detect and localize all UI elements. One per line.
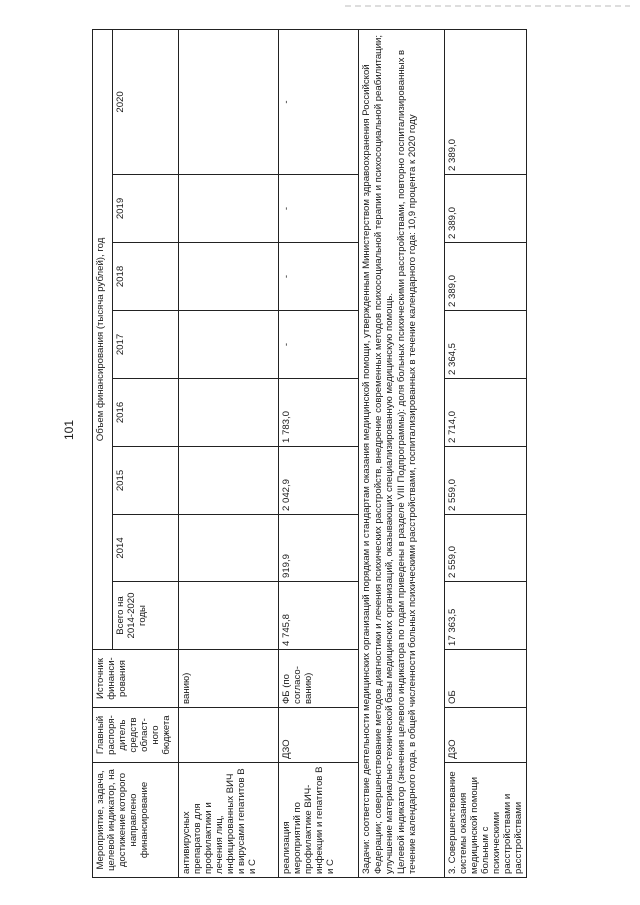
header-year-2018: 2018 xyxy=(113,243,179,311)
cell-r3-distributor: ДЗО xyxy=(445,708,527,763)
header-source: Источник финанси-рования xyxy=(93,650,179,708)
cell-real-2016: 1 783,0 xyxy=(279,379,359,447)
cell-r3-total: 17 363,5 xyxy=(445,582,527,650)
cell-r3-name: 3. Совершенствование системы оказания медицинской помощи больным с психическими расстройствами и расстройствами xyxy=(445,763,527,878)
cell-cont-2019 xyxy=(179,175,279,243)
page-number: 101 xyxy=(62,419,76,440)
header-activity: Мероприятие, задача, целевой индикатор, на достижение которого направлено финансирование xyxy=(93,763,179,878)
header-row-1 xyxy=(93,29,113,877)
cell-r3-2019: 2 389,0 xyxy=(445,175,527,243)
header-year-2014: 2014 xyxy=(113,515,179,582)
financing-table-rotated xyxy=(92,30,525,878)
header-year-2017: 2017 xyxy=(113,311,179,379)
financing-table xyxy=(92,29,527,878)
tasks-text: Задачи: соответствие деятельности медицинских организаций порядкам и стандартам оказания медицинской помощи, утвержденным Министерством здравоохранения Российской Федерации; совершенствование методов диагностики и лечения психических расстройств, внедрение современных методов психосоциальной терапии и психосоциальной реабилитации; улучшение материально-технической базы медицинских организаций, оказывающих специализированную медицинскую помощь. xyxy=(361,34,395,874)
tasks-row xyxy=(359,29,445,877)
cell-r3-2014: 2 559,0 xyxy=(445,515,527,582)
cell-cont-total xyxy=(179,582,279,650)
header-year-2019: 2019 xyxy=(113,175,179,243)
cell-real-total: 4 745,8 xyxy=(279,582,359,650)
cell-real-distributor: ДЗО xyxy=(279,708,359,763)
header-year-2015: 2015 xyxy=(113,447,179,515)
cell-real-2020: - xyxy=(279,29,359,174)
cell-real-2015: 2 042,9 xyxy=(279,447,359,515)
cell-cont-2016 xyxy=(179,379,279,447)
table-row-continuation xyxy=(179,29,279,877)
cell-real-name: реализация мероприятий по профилактике ВИЧ-инфекции и гепатитов В и С xyxy=(279,763,359,878)
table-row-realization xyxy=(279,29,359,877)
header-year-2020: 2020 xyxy=(113,29,179,174)
cell-cont-distributor xyxy=(179,708,279,763)
target-indicator-text: Целевой индикатор (значения целевого индикатора по годам приведены в разделе VIII Подпрограммы): доля больных психическими расстройствами, повторно госпитализированных в течение календарного года, в общей численности больных психическими расстройствами, госпитализированных в течение календарного года: 10,9 процента к 2020 году xyxy=(395,49,418,874)
cell-r3-source: ОБ xyxy=(445,650,527,708)
cell-cont-2015 xyxy=(179,447,279,515)
cell-real-2018: - xyxy=(279,243,359,311)
cell-r3-2017: 2 364,5 xyxy=(445,311,527,379)
cell-cont-name: антивирусных препаратов для профилактики и лечения лиц, инфицированных ВИЧ и вирусами гепатитов В и С xyxy=(179,763,279,878)
cell-r3-2018: 2 389,0 xyxy=(445,243,527,311)
cell-real-source: ФБ (по согласо-ванию) xyxy=(279,650,359,708)
cell-cont-2017 xyxy=(179,311,279,379)
cell-real-2014: 919,9 xyxy=(279,515,359,582)
table-row-3 xyxy=(445,29,527,877)
cell-r3-2020: 2 389,0 xyxy=(445,29,527,174)
header-year-2016: 2016 xyxy=(113,379,179,447)
cell-cont-2018 xyxy=(179,243,279,311)
tasks-block xyxy=(359,29,445,877)
cell-real-2017: - xyxy=(279,311,359,379)
header-total: Всего на 2014-2020 годы xyxy=(113,582,179,650)
cell-real-2019: - xyxy=(279,175,359,243)
header-distributor: Главный распоря-дитель средств област-ного бюджета xyxy=(93,708,179,763)
header-funding-group: Объем финансирования (тысяча рублей), год xyxy=(93,29,113,649)
cell-r3-2016: 2 714,0 xyxy=(445,379,527,447)
cell-cont-2020 xyxy=(179,29,279,174)
cell-cont-2014 xyxy=(179,515,279,582)
cell-r3-2015: 2 559,0 xyxy=(445,447,527,515)
cell-cont-source: ванию) xyxy=(179,650,279,708)
